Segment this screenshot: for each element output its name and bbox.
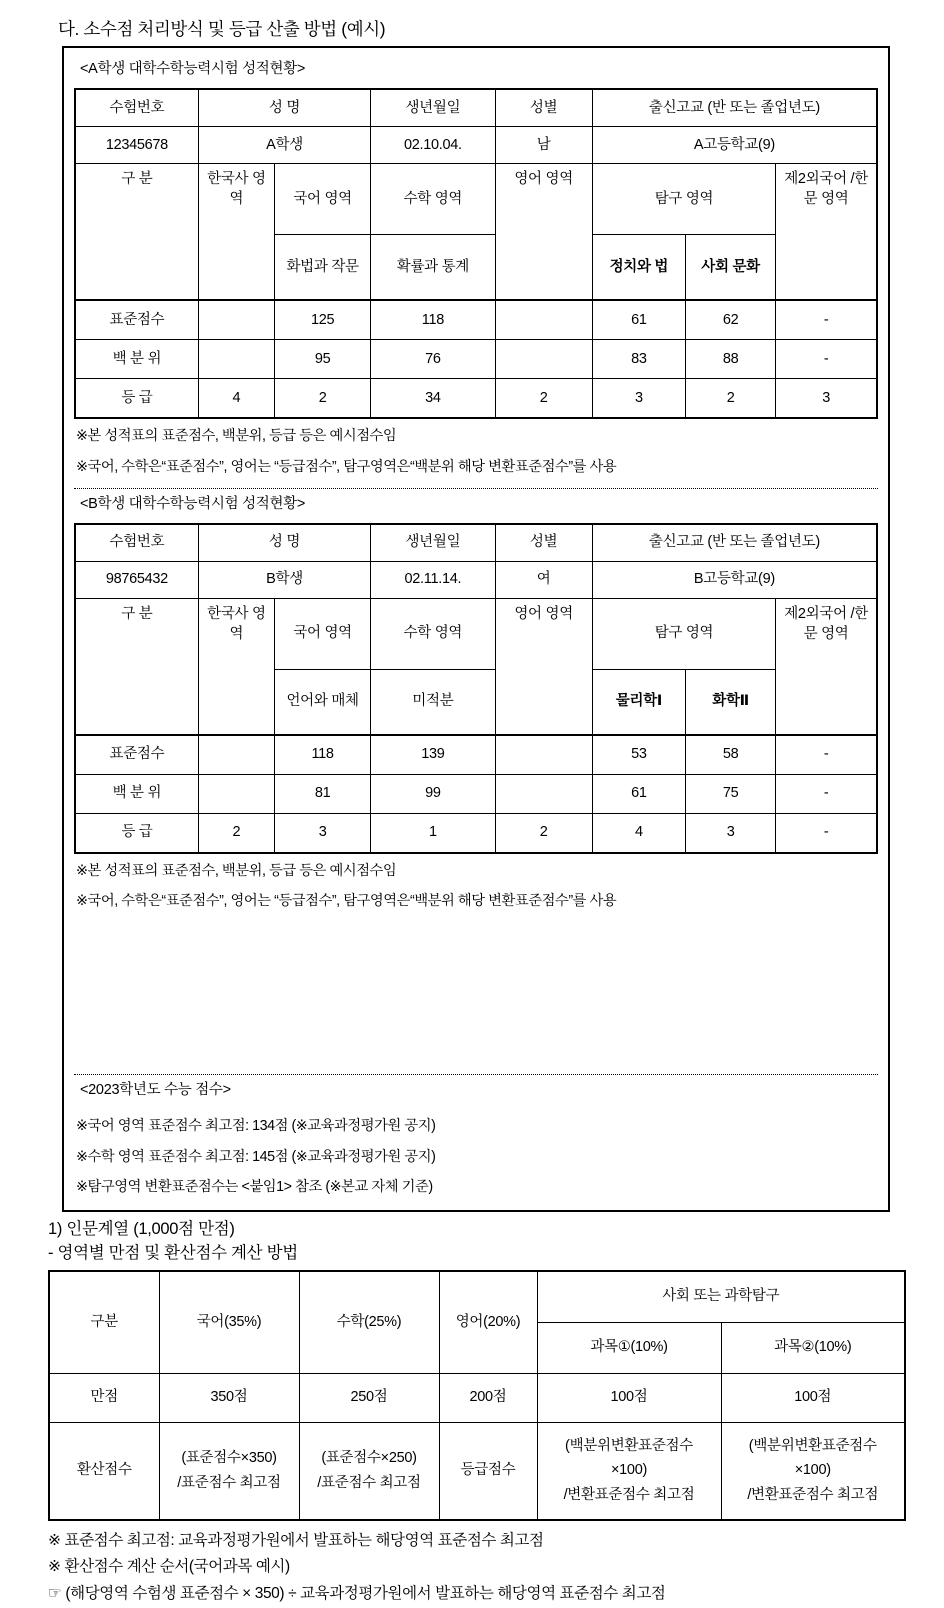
header-gender: 성별	[495, 89, 592, 127]
cell-standard-history	[198, 735, 274, 775]
label-second-lang-area: 제2외국어 /한문 영역	[776, 598, 877, 735]
subject-inquiry-2: 화학Ⅱ	[685, 669, 775, 735]
divider	[74, 488, 878, 489]
divider	[74, 1074, 878, 1075]
cell-percentile-korean: 81	[274, 774, 370, 813]
header-name: 성 명	[198, 524, 370, 562]
cell-formula-math	[299, 1422, 439, 1520]
suneung-2023-line-3: ※탐구영역 변환표준점수는 <붙임1> 참조 (※본교 자체 기준)	[76, 1178, 433, 1195]
label-second-lang-area: 제2외국어 /한문 영역	[776, 164, 877, 301]
cell-standard-english	[495, 300, 592, 340]
cell-standard-math: 118	[371, 300, 495, 340]
subject-inquiry-2: 사회 문화	[685, 235, 775, 301]
formula-line: /변환표준점수 최고점	[563, 1487, 695, 1504]
score-example-box	[62, 46, 890, 1212]
table-row	[75, 598, 877, 669]
header-subject-2: 과목②(10%)	[721, 1322, 905, 1373]
subject-math: 미적분	[371, 669, 495, 735]
blank-space	[74, 914, 878, 1066]
formula-line: (표준점수×250)	[321, 1450, 417, 1467]
student-b-note-1: ※본 성적표의 표준점수, 백분위, 등급 등은 예시점수임	[76, 862, 397, 879]
cell-percentile-english	[495, 340, 592, 379]
student-b-caption: <B학생 대학수학능력시험 성적현황>	[80, 495, 306, 512]
header-gender: 성별	[495, 524, 592, 562]
subject-inquiry-1: 물리학Ⅰ	[592, 669, 685, 735]
formula-line: (표준점수×350)	[181, 1450, 277, 1467]
cell-perfect-math: 250점	[299, 1373, 439, 1422]
student-a-table	[74, 88, 878, 419]
value-gender: 여	[495, 561, 592, 598]
student-a-caption: <A학생 대학수학능력시험 성적현황>	[80, 61, 306, 78]
formula-line: /변환표준점수 최고점	[747, 1487, 879, 1504]
header-korean: 국어(35%)	[159, 1271, 299, 1374]
value-exam-number: 98765432	[75, 561, 198, 598]
cell-grade-history: 2	[198, 813, 274, 853]
footnote-3: ☞ (해당영역 수험생 표준점수 × 350) ÷ 교육과정평가원에서 발표하는 해당영역 표준점수 최고점	[48, 1585, 666, 1603]
cell-standard-inquiry1: 61	[592, 300, 685, 340]
header-birthdate: 생년월일	[371, 89, 495, 127]
cell-percentile-second-lang: -	[776, 340, 877, 379]
cell-formula-subject-2	[721, 1422, 905, 1520]
label-english-area: 영어 영역	[495, 164, 592, 301]
header-inquiry-group: 사회 또는 과학탐구	[537, 1271, 905, 1323]
humanities-subheading: - 영역별 만점 및 환산점수 계산 방법	[48, 1243, 298, 1262]
table-row	[75, 127, 877, 164]
label-korean-area: 국어 영역	[274, 164, 370, 235]
header-gubun: 구분	[49, 1271, 159, 1374]
header-school: 출신고교 (반 또는 졸업년도)	[592, 524, 877, 562]
cell-standard-second-lang: -	[776, 300, 877, 340]
cell-grade-inquiry1: 4	[592, 813, 685, 853]
humanities-heading: 1) 인문계열 (1,000점 만점)	[48, 1219, 235, 1238]
table-row	[75, 379, 877, 419]
header-name: 성 명	[198, 89, 370, 127]
cell-percentile-inquiry2: 75	[685, 774, 775, 813]
cell-standard-second-lang: -	[776, 735, 877, 775]
row-label-grade: 등 급	[75, 379, 198, 419]
cell-grade-inquiry2: 3	[685, 813, 775, 853]
cell-grade-math: 1	[371, 813, 495, 853]
table-row	[75, 735, 877, 775]
cell-standard-english	[495, 735, 592, 775]
formula-line: /표준점수 최고점	[317, 1474, 421, 1491]
subject-inquiry-1: 정치와 법	[592, 235, 685, 301]
suneung-2023-line-1: ※국어 영역 표준점수 최고점: 134점 (※교육과정평가원 공지)	[76, 1118, 436, 1135]
cell-perfect-subject-1: 100점	[537, 1373, 721, 1422]
value-exam-number: 12345678	[75, 127, 198, 164]
row-label-grade: 등 급	[75, 813, 198, 853]
cell-standard-inquiry2: 62	[685, 300, 775, 340]
cell-grade-inquiry2: 2	[685, 379, 775, 419]
table-row	[49, 1422, 905, 1520]
footnote-2: ※ 환산점수 계산 순서(국어과목 예시)	[48, 1558, 290, 1576]
header-exam-number: 수험번호	[75, 89, 198, 127]
formula-line: (백분위변환표준점수	[748, 1437, 877, 1454]
cell-formula-subject-1	[537, 1422, 721, 1520]
cell-percentile-inquiry1: 83	[592, 340, 685, 379]
cell-standard-inquiry2: 58	[685, 735, 775, 775]
row-label-conversion-score: 환산점수	[49, 1422, 159, 1520]
value-name: A학생	[198, 127, 370, 164]
table-row	[49, 1373, 905, 1422]
row-label-standard-score: 표준점수	[75, 735, 198, 775]
table-row	[75, 813, 877, 853]
value-birthdate: 02.10.04.	[371, 127, 495, 164]
value-school: B고등학교(9)	[592, 561, 877, 598]
cell-percentile-second-lang: -	[776, 774, 877, 813]
cell-standard-korean: 118	[274, 735, 370, 775]
label-gubun: 구 분	[75, 164, 198, 301]
row-label-perfect-score: 만점	[49, 1373, 159, 1422]
cell-formula-english: 등급점수	[439, 1422, 537, 1520]
subject-korean: 언어와 매체	[274, 669, 370, 735]
value-name: B학생	[198, 561, 370, 598]
formula-line: /표준점수 최고점	[177, 1474, 281, 1491]
cell-percentile-history	[198, 340, 274, 379]
cell-perfect-korean: 350점	[159, 1373, 299, 1422]
label-inquiry-area: 탐구 영역	[592, 598, 775, 669]
cell-perfect-subject-2: 100점	[721, 1373, 905, 1422]
table-row	[75, 524, 877, 562]
formula-line: ×100)	[794, 1462, 831, 1479]
table-row	[75, 561, 877, 598]
cell-percentile-inquiry1: 61	[592, 774, 685, 813]
label-math-area: 수학 영역	[371, 164, 495, 235]
cell-percentile-korean: 95	[274, 340, 370, 379]
table-row	[75, 340, 877, 379]
formula-line: ×100)	[611, 1462, 647, 1479]
cell-standard-math: 139	[371, 735, 495, 775]
label-inquiry-area: 탐구 영역	[592, 164, 775, 235]
label-history-area: 한국사 영역	[198, 164, 274, 301]
cell-percentile-math: 99	[371, 774, 495, 813]
label-history-area: 한국사 영역	[198, 598, 274, 735]
label-gubun: 구 분	[75, 598, 198, 735]
cell-percentile-inquiry2: 88	[685, 340, 775, 379]
table-row	[75, 300, 877, 340]
cell-percentile-english	[495, 774, 592, 813]
label-korean-area: 국어 영역	[274, 598, 370, 669]
header-math: 수학(25%)	[299, 1271, 439, 1374]
cell-grade-korean: 3	[274, 813, 370, 853]
cell-grade-korean: 2	[274, 379, 370, 419]
formula-line: (백분위변환표준점수	[565, 1437, 693, 1454]
cell-grade-english: 2	[495, 379, 592, 419]
cell-standard-history	[198, 300, 274, 340]
cell-perfect-english: 200점	[439, 1373, 537, 1422]
header-exam-number: 수험번호	[75, 524, 198, 562]
table-row	[75, 774, 877, 813]
student-b-note-2: ※국어, 수학은“표준점수”, 영어는 “등급점수”, 탐구영역은“백분위 해당 변환표준점수”를 사용	[76, 893, 617, 910]
student-a-note-2: ※국어, 수학은“표준점수”, 영어는 “등급점수”, 탐구영역은“백분위 해당 변환표준점수”를 사용	[76, 458, 617, 475]
conversion-score-table	[48, 1270, 906, 1521]
row-label-percentile: 백 분 위	[75, 340, 198, 379]
cell-standard-korean: 125	[274, 300, 370, 340]
header-school: 출신고교 (반 또는 졸업년도)	[592, 89, 877, 127]
value-gender: 남	[495, 127, 592, 164]
student-b-table	[74, 523, 878, 854]
header-english: 영어(20%)	[439, 1271, 537, 1374]
row-label-percentile: 백 분 위	[75, 774, 198, 813]
header-subject-1: 과목①(10%)	[537, 1322, 721, 1373]
subject-korean: 화법과 작문	[274, 235, 370, 301]
cell-grade-history: 4	[198, 379, 274, 419]
cell-percentile-math: 76	[371, 340, 495, 379]
student-a-note-1: ※본 성적표의 표준점수, 백분위, 등급 등은 예시점수임	[76, 428, 397, 445]
suneung-2023-caption: <2023학년도 수능 점수>	[80, 1082, 231, 1099]
label-english-area: 영어 영역	[495, 598, 592, 735]
value-school: A고등학교(9)	[592, 127, 877, 164]
table-row	[49, 1271, 905, 1323]
cell-grade-english: 2	[495, 813, 592, 853]
row-label-standard-score: 표준점수	[75, 300, 198, 340]
header-birthdate: 생년월일	[371, 524, 495, 562]
cell-standard-inquiry1: 53	[592, 735, 685, 775]
page-title: 다. 소수점 처리방식 및 등급 산출 방법 (예시)	[58, 19, 386, 39]
label-math-area: 수학 영역	[371, 598, 495, 669]
cell-grade-second-lang: 3	[776, 379, 877, 419]
cell-grade-math: 34	[371, 379, 495, 419]
cell-percentile-history	[198, 774, 274, 813]
cell-grade-inquiry1: 3	[592, 379, 685, 419]
table-row	[75, 164, 877, 235]
suneung-2023-line-2: ※수학 영역 표준점수 최고점: 145점 (※교육과정평가원 공지)	[76, 1148, 436, 1165]
table-row	[75, 89, 877, 127]
cell-formula-korean	[159, 1422, 299, 1520]
value-birthdate: 02.11.14.	[371, 561, 495, 598]
footnote-1: ※ 표준점수 최고점: 교육과정평가원에서 발표하는 해당영역 표준점수 최고점	[48, 1531, 544, 1549]
cell-grade-second-lang: -	[776, 813, 877, 853]
subject-math: 확률과 통계	[371, 235, 495, 301]
